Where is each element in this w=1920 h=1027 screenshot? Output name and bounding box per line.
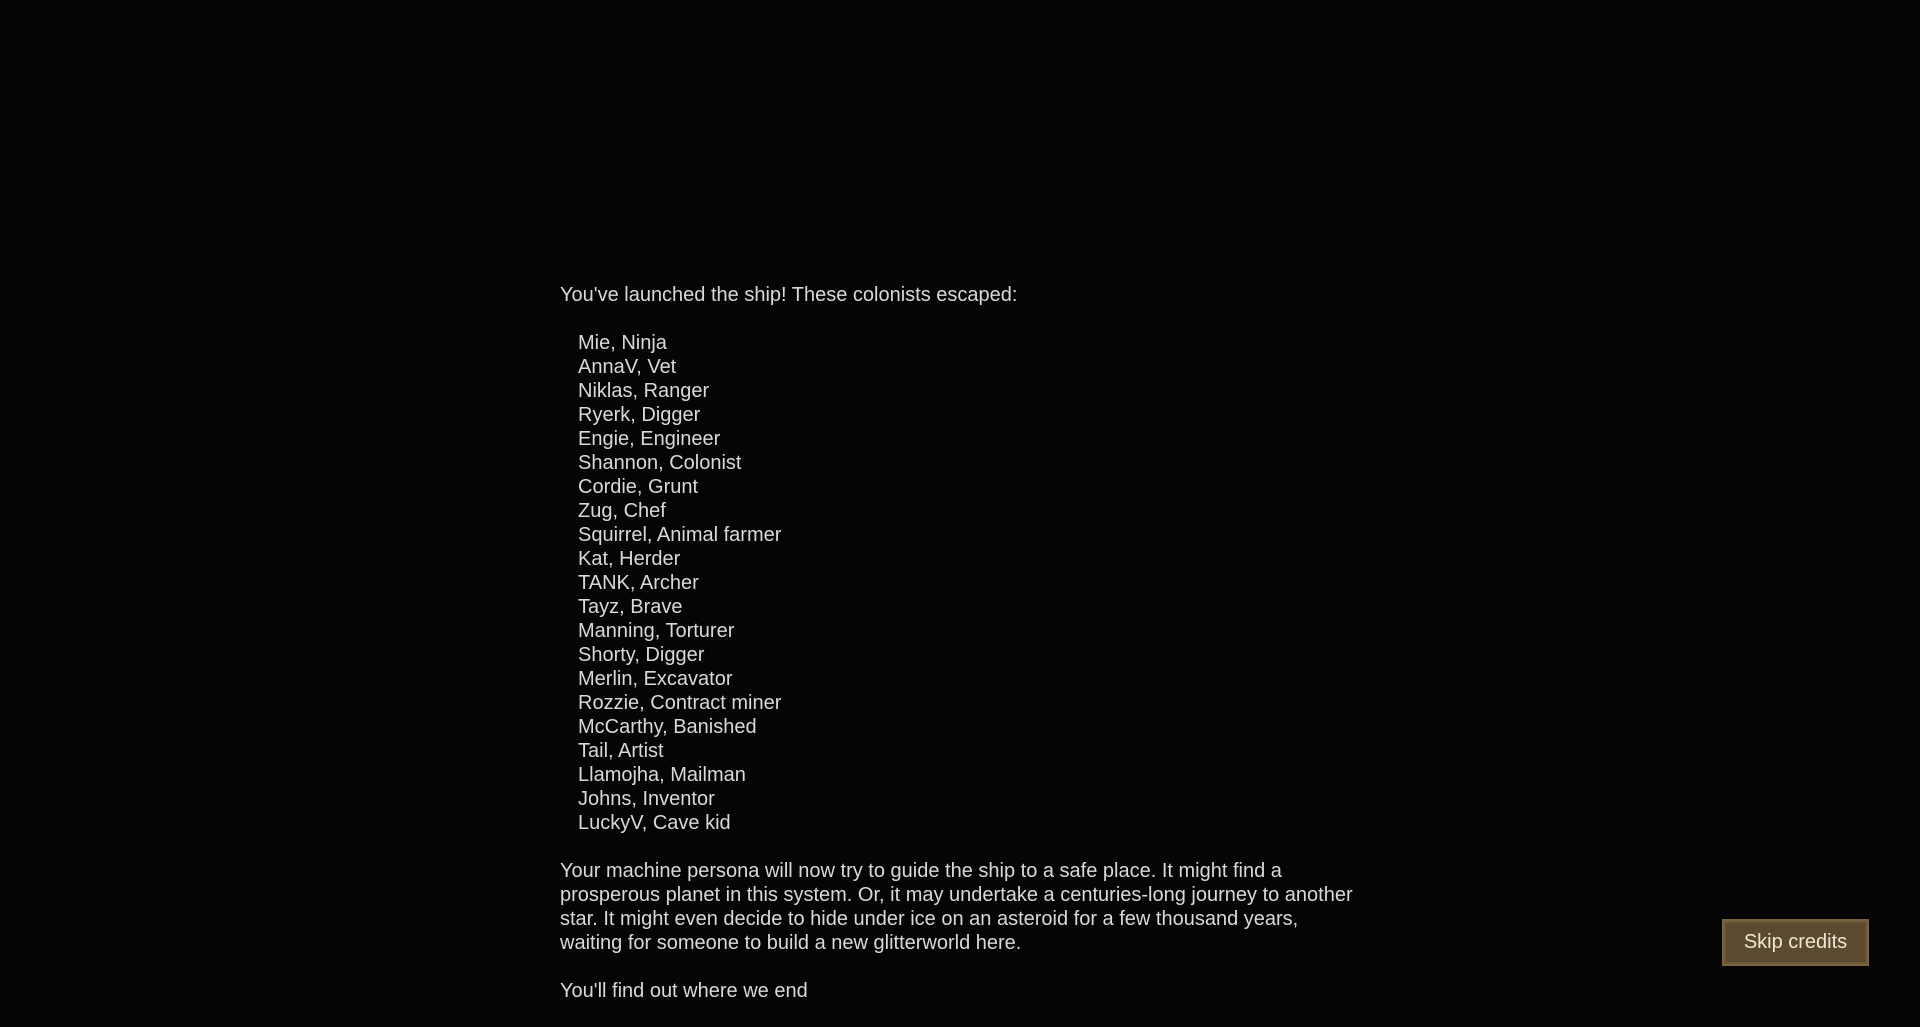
colonist-entry: Shannon, Colonist bbox=[578, 452, 742, 474]
colonist-entry: Squirrel, Animal farmer bbox=[578, 524, 782, 546]
colonist-entry: Tayz, Brave bbox=[578, 596, 683, 618]
colonist-entry: AnnaV, Vet bbox=[578, 356, 677, 378]
colonist-entry: Tail, Artist bbox=[578, 740, 664, 762]
colonist-entry: Ryerk, Digger bbox=[578, 404, 701, 426]
colonist-entry: LuckyV, Cave kid bbox=[578, 812, 731, 834]
colonist-entry: Mie, Ninja bbox=[578, 332, 667, 354]
colonist-entry: Cordie, Grunt bbox=[578, 476, 699, 498]
skip-credits-button[interactable]: Skip credits bbox=[1722, 919, 1869, 966]
colonist-entry: Shorty, Digger bbox=[578, 644, 705, 666]
credits-intro: You've launched the ship! These colonists escaped: bbox=[560, 284, 1018, 306]
colonist-entry: Zug, Chef bbox=[578, 500, 666, 522]
colonist-entry: Rozzie, Contract miner bbox=[578, 692, 782, 714]
colonist-entry: TANK, Archer bbox=[578, 572, 699, 594]
colonist-entry: Llamojha, Mailman bbox=[578, 764, 746, 786]
colonist-entry: Engie, Engineer bbox=[578, 428, 721, 450]
colonist-entry: McCarthy, Banished bbox=[578, 716, 757, 738]
colonist-entry: Kat, Herder bbox=[578, 548, 681, 570]
credits-outro-paragraph: Your machine persona will now try to guide the ship to a safe place. It might find a prosperous planet in this system. Or, it may undertake a centuries-long journey to another star. It might even decide to hide under ice on an asteroid for a few thousand years, waiting for someone to build a new glitterworld here. bbox=[560, 860, 1353, 954]
colonist-entry: Merlin, Excavator bbox=[578, 668, 733, 690]
colonist-entry: Manning, Torturer bbox=[578, 620, 735, 642]
escaped-colonist-list bbox=[560, 331, 1360, 835]
credits-scroll-text bbox=[560, 283, 1360, 1027]
colonist-entry: Johns, Inventor bbox=[578, 788, 715, 810]
colonist-entry: Niklas, Ranger bbox=[578, 380, 710, 402]
credits-next-line: You'll find out where we end bbox=[560, 980, 808, 1002]
